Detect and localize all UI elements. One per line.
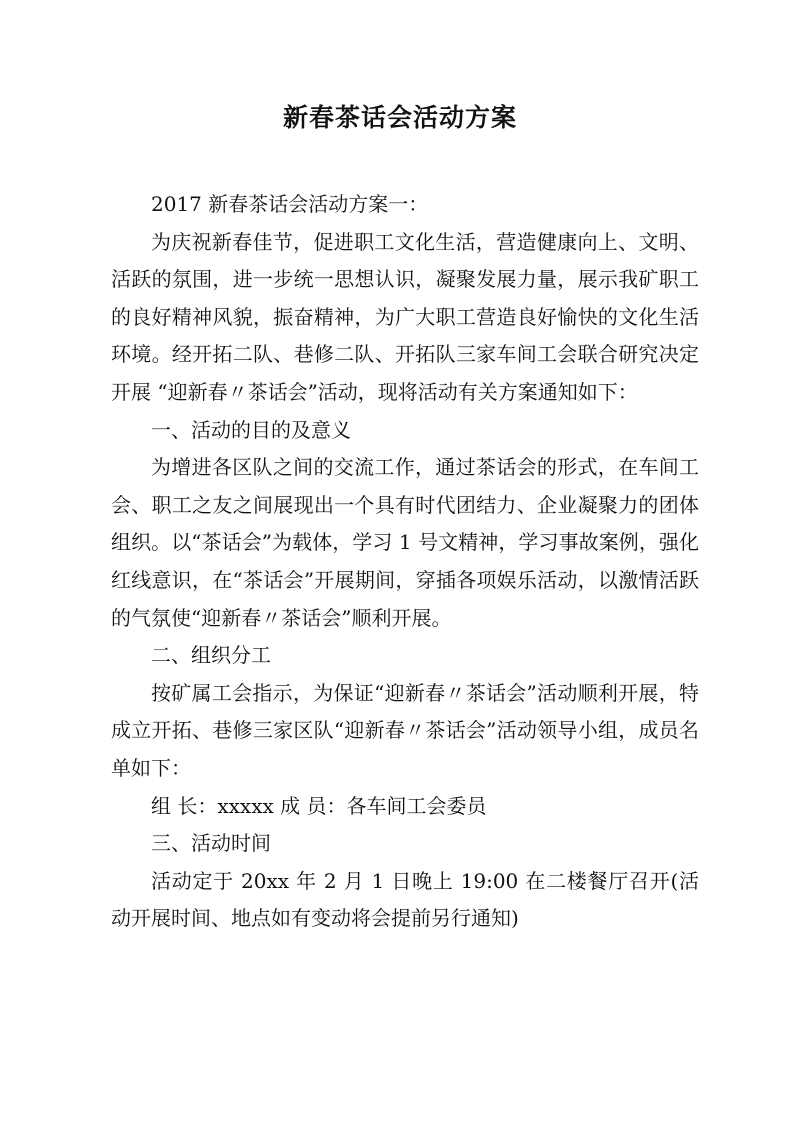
section-heading-time: 三、活动时间 [151, 831, 271, 856]
plan-intro-line: 2017 新春茶话会活动方案一： [151, 192, 429, 216]
time-paragraph: 活动定于 20xx 年 2 月 1 日晚上 19:00 在二楼餐厅召开(活动开展时间、地点如有变动将会提前另行通知) [111, 868, 699, 931]
document-title: 新春茶话会活动方案 [282, 103, 517, 132]
organization-paragraph: 按矿属工会指示，为保证“迎新春〃茶话会”活动顺利开展，特成立开拓、巷修三家区队“迎新春〃茶话会”活动领导小组，成员名单如下： [111, 680, 699, 780]
purpose-paragraph: 为庆祝新春佳节，促进职工文化生活，营造健康向上、文明、活跃的氛围，进一步统一思想认识，凝聚发展力量，展示我矿职工的良好精神风貌，振奋精神，为广大职工营造良好愉快的文化生活环境。经开拓二队、巷修二队、开拓队三家车间工会联合研究决定开展 “迎新春〃茶话会”活动，现将活动有关方案通知如下： [111, 229, 699, 404]
section-heading-organization: 二、组织分工 [151, 643, 271, 668]
section-heading-purpose: 一、活动的目的及意义 [151, 417, 351, 442]
purpose-detail-paragraph: 为增进各区队之间的交流工作，通过茶话会的形式，在车间工会、职工之友之间展现出一个具有时代团结力、企业凝聚力的团体组织。以“茶话会”为载体，学习 1 号文精神，学习事故案例，强化红线意识，在“茶话会”开展期间，穿插各项娱乐活动，以激情活跃的气氛使“迎新春〃茶话会”顺利开展。 [111, 455, 699, 630]
document-body [111, 186, 699, 938]
members-line: 组 长：xxxxx 成 员：各车间工会委员 [151, 793, 487, 818]
